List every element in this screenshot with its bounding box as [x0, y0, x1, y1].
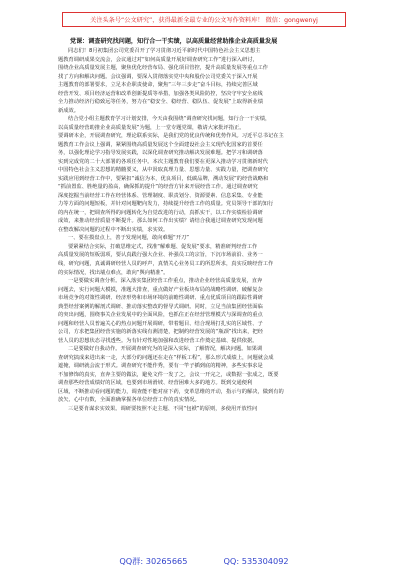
text-line: 公司，方求把集团经营实施的新落实线有测清楚，把制约经营发展的“瓶颈”找出来，把经 — [58, 329, 263, 336]
text-line: 主题教育的部署要求，立足本企职责使命，聚焦“三年三步走”奋斗目标，持续完善区域 — [58, 82, 258, 89]
text-line: 一、要在摸盘点上，善于发现问题，敢向难题“开刀” — [68, 235, 189, 242]
text-line: 在整改解决问题的过程中不断出实绩，求实效。 — [58, 226, 169, 233]
text-line: 务，以强化理论学习指导发展实践，以深化调查研究推动解决发展难题。把学习和调研落 — [58, 150, 263, 157]
text-line: 的实际情况，找出墙点难点，敢向“舆向精准”。 — [58, 269, 169, 276]
text-line: 市场竞争的对策性调研、经济形势和市场环境的前瞻性调研、重点优质项目的跟踪性调研 — [58, 295, 263, 302]
text-line: 典型经营案例的解剖式调研、推动落实整改的督导式调研。同时，立足当前集团经营面临 — [58, 303, 263, 310]
text-line: 要紧紧结合实际，打破思维定式，找准“解难题、促发展”要求，精准研判经营工作 — [68, 243, 258, 250]
text-line: 区域，不断推动看问题的能力，调查能不能对症下药，变革思维的开动，指示与的解决，做到有的 — [58, 388, 284, 395]
top-banner — [62, 12, 346, 27]
text-line: “抓前置监、胜绝量的盈高，确保抓的提升”的经营方针来开展经营工作。通过调查研究 — [58, 184, 258, 191]
text-line: 同志们！8月初集团公司党委召开了学习贯彻习近平新时代中国特色社会主义思想主 — [68, 48, 261, 55]
text-line: 一是要做实调查分析。深入落实集团经营工作重点，推动企业经营高质量发展，直奔 — [68, 278, 263, 285]
text-line: 问题和经营人员普遍关心的热点问题开展调研，带着题目、结合现场打扎实的区域性、子 — [58, 320, 263, 327]
text-line: 的内在统一，把调查所得的问题转化为自觉改进的行动，真抓实干，以工作实绩检验调研 — [58, 209, 263, 216]
text-line: 经营开发、项目经济运营和改革创新提质等举措，加强各类风险防控，坚决守牢安全底线 — [58, 90, 263, 97]
text-line: 调查那些经营成绩好的区域，也要到市场滑坡、经营困难大多的地方。既到交通便利 — [58, 380, 253, 387]
paragraph-lines — [58, 47, 350, 413]
qq-number-text: QQ: 535304092 — [223, 556, 289, 566]
text-line: 实到完成党的二十大部署的各项任务中。本次主题教育我们要在更深入推动学习贯彻新时代 — [58, 158, 268, 165]
qq-group-text: QQ群: 30265665 — [119, 555, 188, 566]
text-line: 的突出问题，围绕事关企业发展中的全面风险，也抓住正在经营管理模式与深调查的重点 — [58, 312, 263, 319]
text-line: 全力推动经济行稳致远等任务，努力在“稳安全、稳经营、稳队伍、促发展”上取得新业绩 — [58, 99, 263, 106]
text-line: 遮掩，调研就会流于形式。调查研究不能作秀，要有一竿子插到底的精神，多些实事求是 — [58, 363, 263, 370]
footer — [0, 553, 408, 569]
text-line: 高质量发展的短板弱项，要认真践行强大企业、补强员工的宗旨，下沉市场前沿、业务一 — [58, 252, 263, 259]
document-body — [58, 38, 350, 413]
text-line: 结合党小组主题教育学习计划安排，今天由我围绕“调查研究找问题，知行合一干实绩， — [68, 116, 271, 123]
text-line: 三是要肯谋求实效果。调研要按照不走主题、不同“包袱”的原则，多使用开放性问 — [68, 405, 258, 412]
text-line: 力等方面的问题短板，并针对问题靶向发力，持续提升经营工作的质量。党员领导干部的知行 — [58, 201, 274, 208]
text-line: 问题去，实行问题大模摸，准题大排查，重点做好产业板块布局的战略性调研、破解复杂 — [58, 286, 263, 293]
text-line: 放矢、心中有数，全面准确掌握各单位经营工作的真实情况。 — [58, 397, 200, 404]
document-title: 党课：调查研究找问题，知行合一干实绩，以高质量经营助推企业高质量发展 — [70, 38, 278, 45]
text-line: 深度挖掘当前经营工作在经营体系、管理制度、职责划分、资源要素、信息采集、专业能 — [58, 192, 263, 199]
text-line: 营人员的思想状态寻找透些。为有针对性地加强和改进经营工作奠定基础、提供依据。 — [58, 337, 258, 344]
text-line: 查研究搞成来进出来一走，大部分的问题还在走在“样板工程”，那么形式成绩上，问题就会成 — [58, 354, 274, 361]
text-line: 中国特色社会主义思想的精髓要义，从中汲取真理力量、思想力量、实践力量，把调查研究 — [58, 167, 268, 174]
text-line: 新成效。 — [58, 107, 79, 114]
text-line: 线，研究问题，真诚调研经营人员的呼声，真情关心业务员工的所思所求，真实反映经营工作 — [58, 260, 274, 267]
text-line: 成效，来推动经营质量不断提升。那么如何工作出实绩？请结合我通过调查研究发现问题 — [58, 218, 263, 225]
banner-text: 关注头条号“公文研究”，获得最新全最专业的公文写作资料库！ 微信：gongwenyj — [90, 17, 318, 24]
text-line: 要调研本企，开展调查研究，理论联系实际，是我们党的优良传统和优势作风。习近平总书记在主 — [58, 133, 284, 140]
text-line: 围绕企业高质量发展主题，聚焦优化经营布局、强化项目管控，提升高质量发展等重点工作 — [58, 65, 268, 72]
text-line: 找了方向和解决问题。会议强调，要深入贯彻落实党中央和股份公司党委关于深入开展 — [58, 73, 258, 80]
text-line: 题教育工作会议上强调，紧紧围绕高质量发展这个全面建设社会主义现代化国家的首要任 — [58, 141, 263, 148]
text-line: 二是要做好自我动作。开展调查研究为的是深入实际，了解情况，解决问题。如果调 — [68, 346, 263, 353]
text-line: 以高质量经营助推企业高质量发展”为题，上一堂专题党课，敬请大家批评指正。 — [58, 124, 245, 131]
text-line: 不加修饰的真实，直奔主要的做法，避免文件一发了之，会议一开完之，或数据一张成之，既要 — [58, 371, 279, 378]
text-line: 实践应用到经营工作中，要紧扣“诚信为本，优良项目，低碳品牌，溯动发展”的经营战略和 — [58, 175, 269, 182]
text-line: 题教育调研成果交流会，会议通过对“如何高质量开展好调查研究工作”进行深入研讨， — [58, 56, 258, 63]
